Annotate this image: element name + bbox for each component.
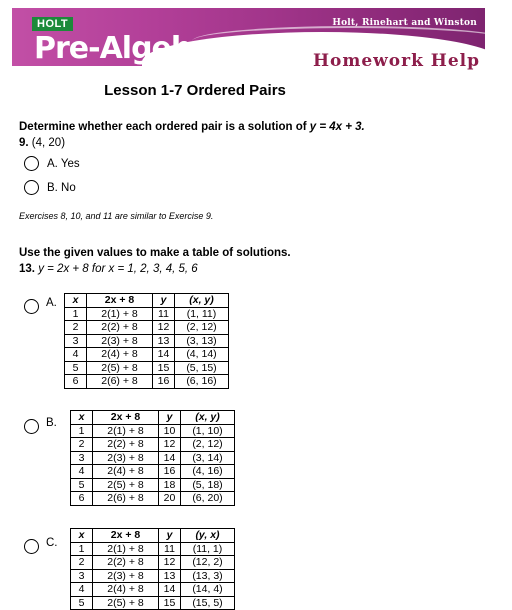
table-row: [71, 492, 235, 506]
header-banner: [12, 8, 485, 71]
table-cell: 2(3) + 8: [93, 569, 159, 583]
lesson-title: Lesson 1-7 Ordered Pairs: [104, 82, 286, 99]
table-cell: 5: [65, 361, 87, 375]
table-cell: 4: [71, 583, 93, 597]
q9-instruction-text: Determine whether each ordered pair is a solution of: [19, 121, 310, 133]
table-cell: 12: [153, 321, 175, 335]
table-cell: 16: [153, 375, 175, 389]
table-cell: 3: [71, 451, 93, 465]
header-cell: y: [159, 411, 181, 425]
table-cell: (13, 3): [181, 569, 235, 583]
table-cell: (4, 14): [175, 348, 229, 362]
table-cell: (6, 20): [181, 492, 235, 506]
q9-pair: (4, 20): [31, 137, 66, 149]
header-cell: (y, x): [181, 529, 235, 543]
table-cell: 5: [71, 596, 93, 610]
table-cell: 12: [159, 556, 181, 570]
table-row: [71, 465, 235, 479]
q13-question: [19, 263, 198, 275]
header-cell: x: [71, 411, 93, 425]
header-cell: x: [71, 529, 93, 543]
table-cell: (5, 18): [181, 478, 235, 492]
table-cell: (11, 1): [181, 542, 235, 556]
header-cell: 2x + 8: [93, 529, 159, 543]
table-cell: 2(2) + 8: [87, 321, 153, 335]
table-cell: 2(3) + 8: [93, 451, 159, 465]
header-cell: y: [159, 529, 181, 543]
table-cell: 14: [159, 583, 181, 597]
table-cell: (5, 15): [175, 361, 229, 375]
table-cell: (12, 2): [181, 556, 235, 570]
table-cell: 2(1) + 8: [93, 424, 159, 438]
table-row: [71, 583, 235, 597]
table-cell: 16: [159, 465, 181, 479]
table-cell: 1: [71, 424, 93, 438]
table-cell: 13: [159, 569, 181, 583]
table-row: [71, 569, 235, 583]
table-cell: (2, 12): [175, 321, 229, 335]
table-row: [71, 478, 235, 492]
table-cell: 2(3) + 8: [87, 334, 153, 348]
table-cell: (6, 16): [175, 375, 229, 389]
q9-note: Exercises 8, 10, and 11 are similar to Exercise 9.: [19, 211, 214, 221]
q9-instruction: [19, 121, 365, 133]
table-cell: 2(6) + 8: [93, 492, 159, 506]
choice-letter: B.: [46, 417, 57, 429]
table-cell: 2: [71, 438, 93, 452]
table-cell: 2(1) + 8: [87, 307, 153, 321]
table-cell: 4: [65, 348, 87, 362]
table-row: [71, 438, 235, 452]
header-cell: 2x + 8: [87, 294, 153, 308]
table-row: [71, 542, 235, 556]
option-label: A. Yes: [47, 157, 80, 170]
table-cell: 14: [159, 451, 181, 465]
table-cell: 3: [65, 334, 87, 348]
table-cell: 11: [153, 307, 175, 321]
table-cell: 6: [71, 492, 93, 506]
q13-prompt: y = 2x + 8 for x = 1, 2, 3, 4, 5, 6: [38, 263, 198, 275]
table-row: [65, 307, 229, 321]
radio-button[interactable]: [24, 156, 39, 171]
header-cell: 2x + 8: [93, 411, 159, 425]
table-cell: (14, 4): [181, 583, 235, 597]
solution-table-a: [64, 293, 229, 389]
header-cell: x: [65, 294, 87, 308]
section-title: Homework Help: [312, 51, 480, 71]
table-row: [65, 348, 229, 362]
table-cell: 1: [71, 542, 93, 556]
radio-button[interactable]: [24, 180, 39, 195]
q9-question: [19, 137, 65, 149]
table-cell: (1, 10): [181, 424, 235, 438]
table-cell: 2(4) + 8: [93, 583, 159, 597]
table-cell: 15: [153, 361, 175, 375]
table-header-row: [71, 529, 235, 543]
table-cell: 4: [71, 465, 93, 479]
q9-equation: y = 4x + 3.: [309, 121, 365, 133]
table-cell: 2(4) + 8: [87, 348, 153, 362]
table-cell: 15: [159, 596, 181, 610]
q13-instruction: Use the given values to make a table of solutions.: [19, 247, 291, 259]
q9-option-no[interactable]: [24, 180, 76, 195]
holt-logo-tag: HOLT: [32, 17, 73, 31]
table-row: [71, 451, 235, 465]
table-row: [65, 375, 229, 389]
option-label: B. No: [47, 181, 76, 194]
table-cell: 11: [159, 542, 181, 556]
table-cell: 2: [65, 321, 87, 335]
table-cell: 2(4) + 8: [93, 465, 159, 479]
q13-number: 13.: [19, 263, 35, 275]
table-row: [71, 424, 235, 438]
table-cell: 13: [153, 334, 175, 348]
table-cell: 12: [159, 438, 181, 452]
choice-letter: C.: [46, 537, 58, 549]
table-cell: (3, 14): [181, 451, 235, 465]
table-row: [71, 596, 235, 610]
publisher-name: Holt, Rinehart and Winston: [332, 18, 477, 28]
table-cell: (1, 11): [175, 307, 229, 321]
table-cell: 5: [71, 478, 93, 492]
table-cell: 2(5) + 8: [93, 478, 159, 492]
table-cell: 10: [159, 424, 181, 438]
table-cell: 2(5) + 8: [93, 596, 159, 610]
solution-table-c: [70, 528, 235, 610]
table-row: [65, 361, 229, 375]
table-cell: 1: [65, 307, 87, 321]
table-cell: 2: [71, 556, 93, 570]
table-cell: 2(5) + 8: [87, 361, 153, 375]
table-cell: 3: [71, 569, 93, 583]
table-cell: 2(1) + 8: [93, 542, 159, 556]
table-cell: 2(6) + 8: [87, 375, 153, 389]
table-header-row: [65, 294, 229, 308]
table-cell: (4, 16): [181, 465, 235, 479]
table-cell: (2, 12): [181, 438, 235, 452]
table-cell: 6: [65, 375, 87, 389]
header-cell: y: [153, 294, 175, 308]
brand-title: Pre-Algebra: [34, 31, 225, 66]
radio-button[interactable]: [24, 419, 39, 434]
solution-table-b: [70, 410, 235, 506]
table-row: [65, 334, 229, 348]
table-cell: 18: [159, 478, 181, 492]
table-cell: 20: [159, 492, 181, 506]
q9-option-yes[interactable]: [24, 156, 80, 171]
table-row: [71, 556, 235, 570]
table-cell: 2(2) + 8: [93, 438, 159, 452]
table-row: [65, 321, 229, 335]
header-cell: (x, y): [175, 294, 229, 308]
header-cell: (x, y): [181, 411, 235, 425]
choice-letter: A.: [46, 297, 57, 309]
table-cell: 2(2) + 8: [93, 556, 159, 570]
radio-button[interactable]: [24, 299, 39, 314]
q9-number: 9.: [19, 137, 29, 149]
table-cell: (3, 13): [175, 334, 229, 348]
table-header-row: [71, 411, 235, 425]
table-cell: (15, 5): [181, 596, 235, 610]
table-cell: 14: [153, 348, 175, 362]
radio-button[interactable]: [24, 539, 39, 554]
